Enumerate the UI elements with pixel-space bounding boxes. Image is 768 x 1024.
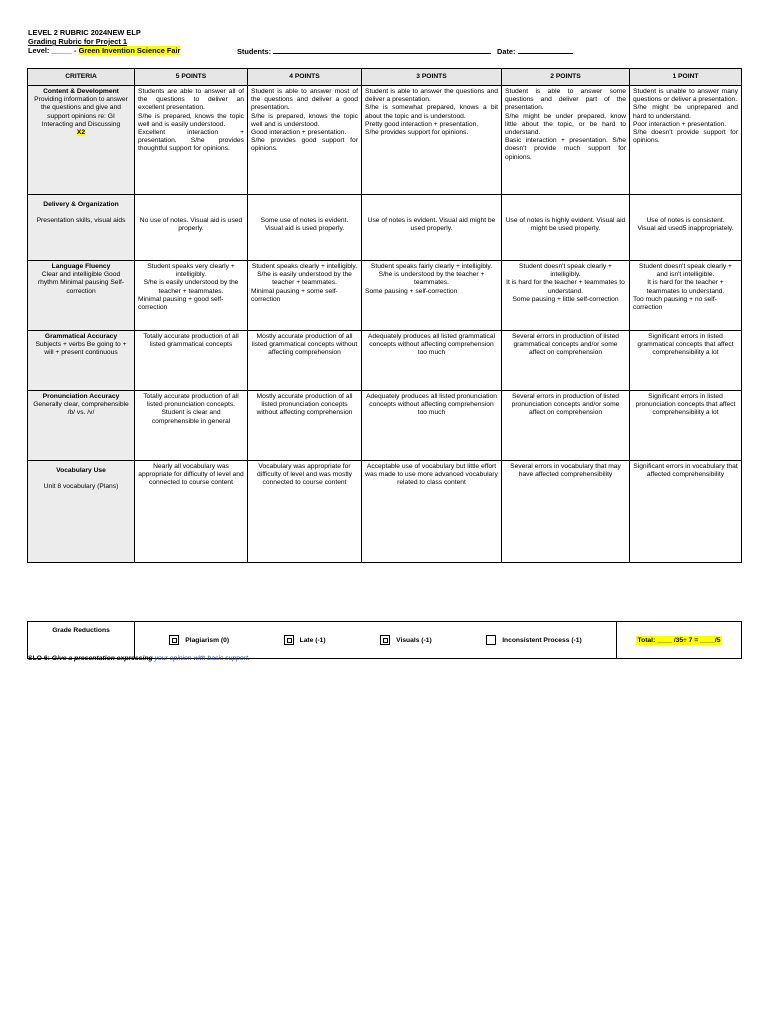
cell-text: Several errors in production of listed pronunciation concepts and/or some affect on comprehension xyxy=(511,393,620,417)
students-field[interactable] xyxy=(237,46,491,56)
visuals-checkbox[interactable] xyxy=(380,635,390,645)
cell-text: Adequately produces all listed grammatical concepts without affecting comprehension too much xyxy=(367,333,496,357)
score-cell xyxy=(135,195,248,261)
cell-text: Student is clear and comprehensible in general xyxy=(151,409,231,425)
cell-text: S/he is prepared, knows the topic well and is understood. xyxy=(251,112,358,128)
cell-text: Student speaks fairly clearly + intelligibly. xyxy=(370,263,493,270)
score-cell xyxy=(248,391,362,461)
score-cell xyxy=(135,261,248,331)
score-cell xyxy=(630,331,742,391)
score-cell xyxy=(248,331,362,391)
col-5-points: 5 POINTS xyxy=(135,69,248,86)
cell-text: Some pausing + little self-correction xyxy=(512,295,619,303)
rubric-title: LEVEL 2 RUBRIC 2024NEW ELP xyxy=(28,28,141,37)
cell-text: Students are able to answer all of the questions to deliver an excellent presentation. xyxy=(138,88,244,112)
inconsistent-process-checkbox[interactable] xyxy=(486,635,496,645)
col-1-point: 1 POINT xyxy=(630,69,742,86)
cell-text: Student is able to answer some questions and deliver part of the presentation. xyxy=(505,88,626,112)
cell-text: Some pausing + self-correction xyxy=(365,287,458,295)
score-cell xyxy=(248,86,362,195)
cell-text: Use of notes is consistent. xyxy=(646,217,725,224)
criteria-cell xyxy=(28,86,135,195)
cell-text: S/he doesn't provide support for opinions. xyxy=(633,129,738,145)
col-2-points: 2 POINTS xyxy=(502,69,630,86)
total-score[interactable]: Total: ____ /35÷ 7 = ____/5 xyxy=(637,636,721,644)
cell-text: Pretty good interaction + presentation. xyxy=(365,120,479,128)
score-cell xyxy=(630,461,742,563)
cell-text: Minimal pausing + good self-correction xyxy=(138,295,224,312)
date-field[interactable] xyxy=(497,46,573,56)
criteria-title: Pronunciation Accuracy xyxy=(42,393,120,400)
table-row xyxy=(28,391,742,461)
rubric-subtitle: Grading Rubric for Project 1 xyxy=(28,37,127,46)
criteria-cell xyxy=(28,331,135,391)
score-cell xyxy=(362,195,502,261)
cell-text: Poor interaction + presentation. xyxy=(633,120,727,128)
table-row xyxy=(28,331,742,391)
cell-text: S/he is understood by the teacher + teammates. xyxy=(378,271,485,287)
cell-text: Totally accurate production of all listed grammatical concepts xyxy=(143,333,239,349)
date-blank[interactable] xyxy=(518,46,573,54)
criteria-description: Providing information to answer the questions and give and support opinions re: GI Interacting and Discussing xyxy=(34,96,128,128)
cell-text: S/he might be under prepared, know little about the topic, or be hard to understand. xyxy=(505,112,626,137)
score-cell xyxy=(135,391,248,461)
score-cell xyxy=(630,195,742,261)
cell-text: S/he is easily understood by the teacher + teammates. xyxy=(143,279,239,295)
criteria-description: Generally clear, comprehensible /b/ vs. /v/ xyxy=(33,401,129,417)
level-label: Level: xyxy=(28,46,50,55)
plagiarism-option[interactable] xyxy=(169,635,229,645)
slo-text: Give a presentation expressing xyxy=(51,655,153,662)
total-cell xyxy=(617,622,742,659)
score-cell xyxy=(362,261,502,331)
slo-highlight: your opinion with basic support. xyxy=(154,655,250,662)
score-cell xyxy=(630,86,742,195)
cell-text: S/he provides good support for opinions. xyxy=(251,137,358,153)
score-cell xyxy=(362,86,502,195)
late-checkbox[interactable] xyxy=(284,635,294,645)
cell-text: Excellent interaction + presentation. S/he provides thoughtful support for opinions. xyxy=(138,129,244,153)
col-3-points: 3 POINTS xyxy=(362,69,502,86)
criteria-title: Content & Development xyxy=(43,88,119,95)
criteria-description: Clear and intelligible Good rhythm Minimal pausing Self-correction xyxy=(37,271,125,295)
project-name: Green Invention Science Fair xyxy=(78,46,181,55)
cell-text: Student speaks clearly + intelligibly. xyxy=(251,263,358,270)
inconsistent-process-option[interactable] xyxy=(486,635,582,645)
level-line xyxy=(28,46,180,55)
cell-text: Vocabulary was appropriate for difficulty of level and was mostly connected to course content xyxy=(256,463,353,487)
cell-text: Student doesn't speak clearly + intelligibly. xyxy=(519,263,612,279)
cell-text: Acceptable use of vocabulary but little effort was made to use more advanced vocabulary related to class content xyxy=(365,463,498,487)
date-label: Date: xyxy=(497,47,516,56)
cell-text: Significant errors in listed pronunciation concepts that affect comprehensibility a lot xyxy=(635,393,736,417)
score-cell xyxy=(248,461,362,563)
students-blank[interactable] xyxy=(273,46,491,54)
visuals-label: Visuals (-1) xyxy=(396,636,432,644)
cell-text: S/he is easily understood by the teacher + teammates. xyxy=(257,271,352,287)
table-row xyxy=(28,461,742,563)
criteria-title: Language Fluency xyxy=(51,263,111,270)
score-cell xyxy=(362,391,502,461)
cell-text: Minimal pausing + some self-correction xyxy=(251,287,338,303)
cell-text: Use of notes is evident. Visual aid might be used properly. xyxy=(367,217,496,233)
cell-text: Mostly accurate production of all listed pronunciation concepts without affecting comprehension xyxy=(256,393,353,417)
grade-reductions-table xyxy=(27,621,742,659)
cell-text: Student doesn't speak clearly + and isn't intelligible. xyxy=(639,263,732,279)
cell-text: It is hard for the teacher + teammates to understand. xyxy=(506,279,625,295)
multiplier-badge: X2 xyxy=(76,129,86,137)
criteria-description: Subjects + verbs Be going to + will + present continuous xyxy=(35,341,127,357)
header-row xyxy=(28,69,742,86)
plagiarism-checkbox[interactable] xyxy=(169,635,179,645)
score-cell xyxy=(502,195,630,261)
score-cell xyxy=(135,86,248,195)
cell-text: Student is able to answer most of the questions and deliver a good presentation. xyxy=(251,88,358,112)
inconsistent-process-label: Inconsistent Process (-1) xyxy=(502,636,582,644)
criteria-title: Vocabulary Use xyxy=(56,467,106,474)
score-cell xyxy=(502,86,630,195)
cell-text: Significant errors in listed grammatical concepts that affect comprehensibility a lot xyxy=(637,333,734,357)
visuals-option[interactable] xyxy=(380,635,432,645)
score-cell xyxy=(135,331,248,391)
cell-text: Totally accurate production of all listed pronunciation concepts. xyxy=(143,393,239,409)
col-criteria: CRITERIA xyxy=(28,69,135,86)
cell-text: No use of notes. Visual aid is used properly. xyxy=(139,217,243,233)
cell-text: Several errors in vocabulary that may have affected comprehensibility xyxy=(510,463,621,479)
criteria-cell xyxy=(28,461,135,563)
score-cell xyxy=(248,261,362,331)
plagiarism-label: Plagiarism (0) xyxy=(185,636,230,644)
criteria-description: Presentation skills, visual aids xyxy=(36,217,126,225)
cell-text: Adequately produces all listed pronunciation concepts without affecting comprehension too much xyxy=(366,393,497,417)
score-cell xyxy=(502,461,630,563)
students-label: Students: xyxy=(237,47,272,56)
criteria-cell xyxy=(28,261,135,331)
criteria-cell xyxy=(28,195,135,261)
late-option[interactable] xyxy=(284,635,326,645)
score-cell xyxy=(135,461,248,563)
score-cell xyxy=(630,261,742,331)
cell-text: Good interaction + presentation. xyxy=(251,129,347,137)
cell-text: Visual aid used5 inappropriately. xyxy=(637,225,734,233)
cell-text: S/he is prepared, knows the topic well and is easily understood. xyxy=(138,112,244,128)
cell-text: S/he provides support for opinions. xyxy=(365,129,469,137)
criteria-cell xyxy=(28,391,135,461)
criteria-title: Delivery & Organization xyxy=(43,201,119,208)
grade-reductions-options xyxy=(135,622,617,659)
table-row xyxy=(28,195,742,261)
table-row xyxy=(28,86,742,195)
slo-statement xyxy=(28,655,250,662)
cell-text: Too much pausing + no self-correction xyxy=(633,295,717,312)
col-4-points: 4 POINTS xyxy=(248,69,362,86)
score-cell xyxy=(502,261,630,331)
cell-text: Use of notes is highly evident. Visual aid might be used properly. xyxy=(505,217,626,233)
grade-reductions-label: Grade Reductions xyxy=(28,622,135,659)
cell-text: It is hard for the teacher + teammates to understand. xyxy=(646,279,725,295)
cell-text: Student is able to answer the questions and deliver a presentation. xyxy=(365,88,498,104)
criteria-description: Unit 8 vocabulary (Plans) xyxy=(43,483,119,491)
cell-text: Several errors in production of listed grammatical concepts and/or some affect on comprehension xyxy=(511,333,620,357)
cell-text: Mostly accurate production of all listed grammatical concepts without affecting comprehension xyxy=(251,333,358,357)
criteria-title: Grammatical Accuracy xyxy=(44,333,118,340)
score-cell xyxy=(362,461,502,563)
score-cell xyxy=(502,331,630,391)
cell-text: Nearly all vocabulary was appropriate for difficulty of level and connected to course content xyxy=(138,463,244,487)
cell-text: Basic interaction + presentation. S/he doesn't provide much support for opinions. xyxy=(505,137,626,161)
table-row xyxy=(28,261,742,331)
cell-text: S/he might be unprepared and hard to understand. xyxy=(633,104,738,120)
cell-text: S/he is somewhat prepared, knows a bit about the topic and is understood. xyxy=(365,104,498,120)
cell-text: Student is unable to answer many questions or deliver a presentation. xyxy=(633,88,738,104)
score-cell xyxy=(362,331,502,391)
slo-prefix: SLO 6: xyxy=(28,655,50,662)
rubric-table xyxy=(27,68,742,563)
score-cell xyxy=(630,391,742,461)
score-cell xyxy=(502,391,630,461)
level-value: _____ - xyxy=(51,46,77,55)
cell-text: Student speaks very clearly + intelligibly. xyxy=(147,263,235,279)
cell-text: Significant errors in vocabulary that affected comprehensibility xyxy=(633,463,738,479)
late-label: Late (-1) xyxy=(299,636,326,644)
cell-text: Some use of notes is evident. Visual aid is used properly. xyxy=(260,217,349,233)
score-cell xyxy=(248,195,362,261)
